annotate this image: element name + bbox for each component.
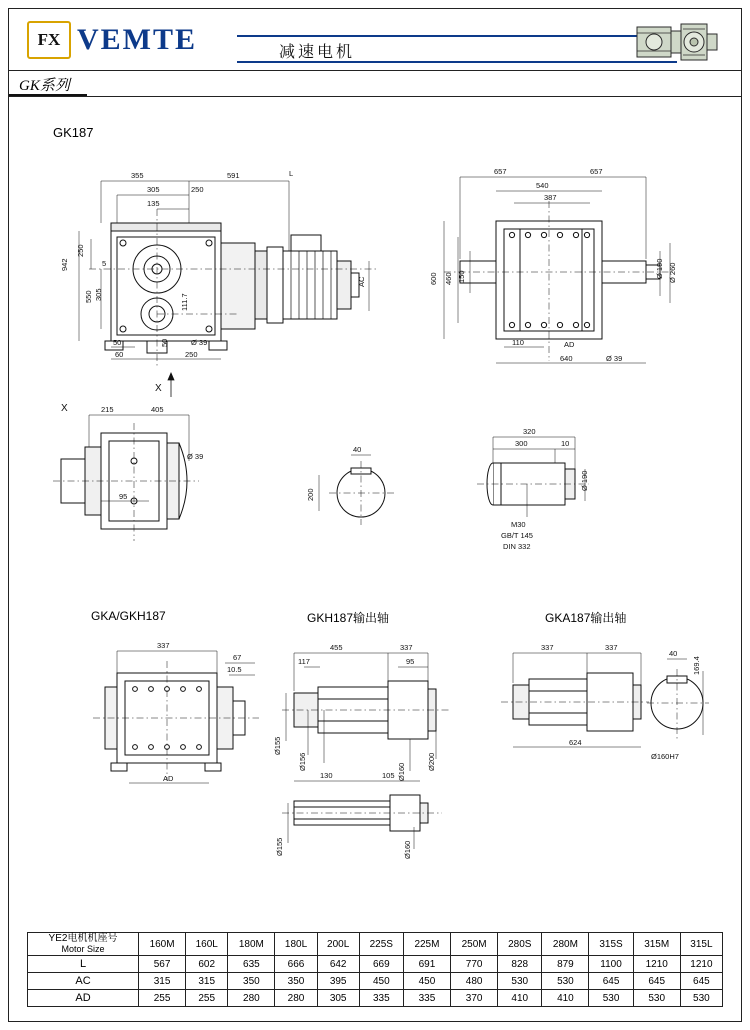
table-header-cn: YE2电机机座号 xyxy=(48,933,118,944)
table-cell: 828 xyxy=(498,956,542,973)
col-header: 200L xyxy=(317,933,359,956)
svg-text:250: 250 xyxy=(185,350,198,359)
table-cell: 305 xyxy=(317,990,359,1007)
svg-text:Ø160: Ø160 xyxy=(403,840,412,859)
gkh-output-shaft-drawing xyxy=(264,631,484,861)
svg-text:Ø156: Ø156 xyxy=(298,752,307,771)
table-cell: 1100 xyxy=(589,956,633,973)
svg-text:942: 942 xyxy=(60,258,69,271)
gka-output-shaft-drawing xyxy=(489,631,719,791)
shaft-end-section xyxy=(299,441,429,541)
svg-text:Ø155: Ø155 xyxy=(275,837,284,856)
table-cell: 1210 xyxy=(633,956,680,973)
header-rule-top xyxy=(237,35,677,37)
svg-text:300: 300 xyxy=(515,439,528,448)
table-cell: 666 xyxy=(275,956,317,973)
table-cell: 335 xyxy=(403,990,450,1007)
svg-text:110: 110 xyxy=(512,338,524,347)
svg-text:67: 67 xyxy=(233,653,242,662)
svg-text:355: 355 xyxy=(131,171,144,180)
table-cell: 879 xyxy=(542,956,589,973)
col-header: 225M xyxy=(403,933,450,956)
logo-text: FX xyxy=(37,30,61,49)
svg-text:5: 5 xyxy=(102,259,107,268)
svg-text:Ø 39: Ø 39 xyxy=(606,354,623,363)
svg-text:Ø160H7: Ø160H7 xyxy=(651,752,679,761)
table-header-row xyxy=(28,933,723,956)
table-cell: 530 xyxy=(633,990,680,1007)
svg-text:460: 460 xyxy=(444,272,453,285)
col-header: 315M xyxy=(633,933,680,956)
model-title: GK187 xyxy=(53,125,94,140)
svg-text:40: 40 xyxy=(353,445,362,454)
brand-name: VEMTE xyxy=(77,23,198,56)
series-band xyxy=(9,71,741,97)
col-header: 280S xyxy=(498,933,542,956)
series-underline xyxy=(9,94,87,96)
col-header: 180M xyxy=(228,933,275,956)
svg-text:Ø 39: Ø 39 xyxy=(187,452,204,461)
svg-text:Ø 39: Ø 39 xyxy=(191,338,208,347)
front-view-drawing xyxy=(39,151,439,431)
svg-text:Ø 190: Ø 190 xyxy=(655,258,664,279)
svg-text:640: 640 xyxy=(560,354,573,363)
svg-text:405: 405 xyxy=(151,405,164,414)
table-cell: 315 xyxy=(186,973,228,990)
table-cell: 530 xyxy=(542,973,589,990)
table-cell: 280 xyxy=(275,990,317,1007)
svg-text:50: 50 xyxy=(160,338,169,347)
svg-text:Ø160: Ø160 xyxy=(397,762,406,781)
table-cell: 450 xyxy=(359,973,403,990)
svg-text:250: 250 xyxy=(76,244,85,257)
svg-text:AD: AD xyxy=(163,774,174,783)
svg-text:305: 305 xyxy=(94,288,103,301)
svg-text:337: 337 xyxy=(157,641,170,650)
svg-text:GB/T 145: GB/T 145 xyxy=(501,531,533,540)
col-header: 315L xyxy=(680,933,722,956)
table-cell: 530 xyxy=(589,990,633,1007)
table-cell: 642 xyxy=(317,956,359,973)
col-header: 160L xyxy=(186,933,228,956)
svg-text:200: 200 xyxy=(306,488,315,501)
svg-text:387: 387 xyxy=(544,193,557,202)
table-cell: 395 xyxy=(317,973,359,990)
table-cell: 567 xyxy=(139,956,186,973)
motor-size-table xyxy=(27,932,723,1007)
table-cell: 1210 xyxy=(680,956,722,973)
svg-text:AC: AC xyxy=(357,276,366,287)
svg-text:10.5: 10.5 xyxy=(227,665,242,674)
svg-text:135: 135 xyxy=(147,199,160,208)
drawing-area xyxy=(9,101,741,911)
svg-text:337: 337 xyxy=(400,643,413,652)
table-cell: 255 xyxy=(139,990,186,1007)
table-cell: 255 xyxy=(186,990,228,1007)
company-logo xyxy=(27,21,71,59)
table-cell: 770 xyxy=(451,956,498,973)
table-cell: 370 xyxy=(451,990,498,1007)
svg-text:L: L xyxy=(289,169,294,178)
svg-text:X: X xyxy=(61,403,68,414)
table-cell: 530 xyxy=(498,973,542,990)
svg-text:Ø 260: Ø 260 xyxy=(668,262,677,283)
threaded-shaft-detail xyxy=(449,421,629,561)
svg-text:40: 40 xyxy=(669,649,678,658)
svg-text:305: 305 xyxy=(147,185,160,194)
svg-text:657: 657 xyxy=(590,167,603,176)
section-title-gka-shaft: GKA187输出轴 xyxy=(545,611,627,625)
row-label: AC xyxy=(28,973,139,990)
svg-text:600: 600 xyxy=(429,272,438,285)
svg-text:320: 320 xyxy=(523,427,536,436)
table-cell: 450 xyxy=(403,973,450,990)
row-label: L xyxy=(28,956,139,973)
svg-text:60: 60 xyxy=(115,350,124,359)
series-label: GK系列 xyxy=(19,78,70,94)
svg-text:AD: AD xyxy=(564,340,575,349)
table-cell: 530 xyxy=(680,990,722,1007)
svg-text:150: 150 xyxy=(457,270,466,283)
col-header: 250M xyxy=(451,933,498,956)
svg-text:50: 50 xyxy=(113,338,122,347)
svg-text:215: 215 xyxy=(101,405,114,414)
motor-size-table-wrap xyxy=(27,932,723,1007)
table-cell: 691 xyxy=(403,956,450,973)
svg-text:550: 550 xyxy=(84,290,93,303)
table-cell: 335 xyxy=(359,990,403,1007)
table-cell: 350 xyxy=(228,973,275,990)
svg-text:95: 95 xyxy=(119,492,128,501)
svg-text:Ø155: Ø155 xyxy=(273,736,282,755)
table-cell: 669 xyxy=(359,956,403,973)
svg-text:DIN 332: DIN 332 xyxy=(503,542,531,551)
svg-text:591: 591 xyxy=(227,171,240,180)
svg-text:Ø200: Ø200 xyxy=(427,752,436,771)
table-row xyxy=(28,990,723,1007)
svg-text:657: 657 xyxy=(494,167,507,176)
row-label: AD xyxy=(28,990,139,1007)
table-cell: 315 xyxy=(139,973,186,990)
brand-subtitle: 减速电机 xyxy=(279,44,356,61)
catalog-page xyxy=(8,8,742,1022)
svg-text:95: 95 xyxy=(406,657,415,666)
svg-text:337: 337 xyxy=(541,643,554,652)
svg-text:250: 250 xyxy=(191,185,204,194)
svg-text:624: 624 xyxy=(569,738,582,747)
svg-text:117: 117 xyxy=(298,657,310,666)
table-cell: 410 xyxy=(542,990,589,1007)
table-cell: 280 xyxy=(228,990,275,1007)
top-view-drawing xyxy=(424,151,704,411)
page-header xyxy=(9,9,741,71)
table-corner-header xyxy=(28,933,139,956)
table-cell: 602 xyxy=(186,956,228,973)
svg-text:540: 540 xyxy=(536,181,549,190)
gka-gkh-drawing xyxy=(69,631,289,811)
gearbox-illustration xyxy=(631,21,723,63)
table-cell: 480 xyxy=(451,973,498,990)
col-header: 280M xyxy=(542,933,589,956)
col-header: 180L xyxy=(275,933,317,956)
svg-text:455: 455 xyxy=(330,643,343,652)
col-header: 160M xyxy=(139,933,186,956)
svg-text:169.4: 169.4 xyxy=(692,656,701,675)
table-cell: 645 xyxy=(680,973,722,990)
table-cell: 645 xyxy=(633,973,680,990)
table-cell: 645 xyxy=(589,973,633,990)
table-row xyxy=(28,973,723,990)
svg-text:M30: M30 xyxy=(511,520,526,529)
svg-text:10: 10 xyxy=(561,439,570,448)
svg-text:111.7: 111.7 xyxy=(180,293,189,311)
table-row xyxy=(28,956,723,973)
table-cell: 410 xyxy=(498,990,542,1007)
table-cell: 635 xyxy=(228,956,275,973)
svg-text:337: 337 xyxy=(605,643,618,652)
svg-text:Ø 190: Ø 190 xyxy=(580,470,589,491)
svg-text:X: X xyxy=(155,383,162,394)
section-title-gkh-shaft: GKH187输出轴 xyxy=(307,611,390,625)
section-title-gka-gkh: GKA/GKH187 xyxy=(91,609,166,623)
col-header: 315S xyxy=(589,933,633,956)
svg-text:105: 105 xyxy=(382,771,395,780)
table-cell: 350 xyxy=(275,973,317,990)
svg-text:130: 130 xyxy=(320,771,333,780)
x-section-drawing xyxy=(39,401,259,571)
col-header: 225S xyxy=(359,933,403,956)
table-header-en: Motor Size xyxy=(61,944,105,954)
